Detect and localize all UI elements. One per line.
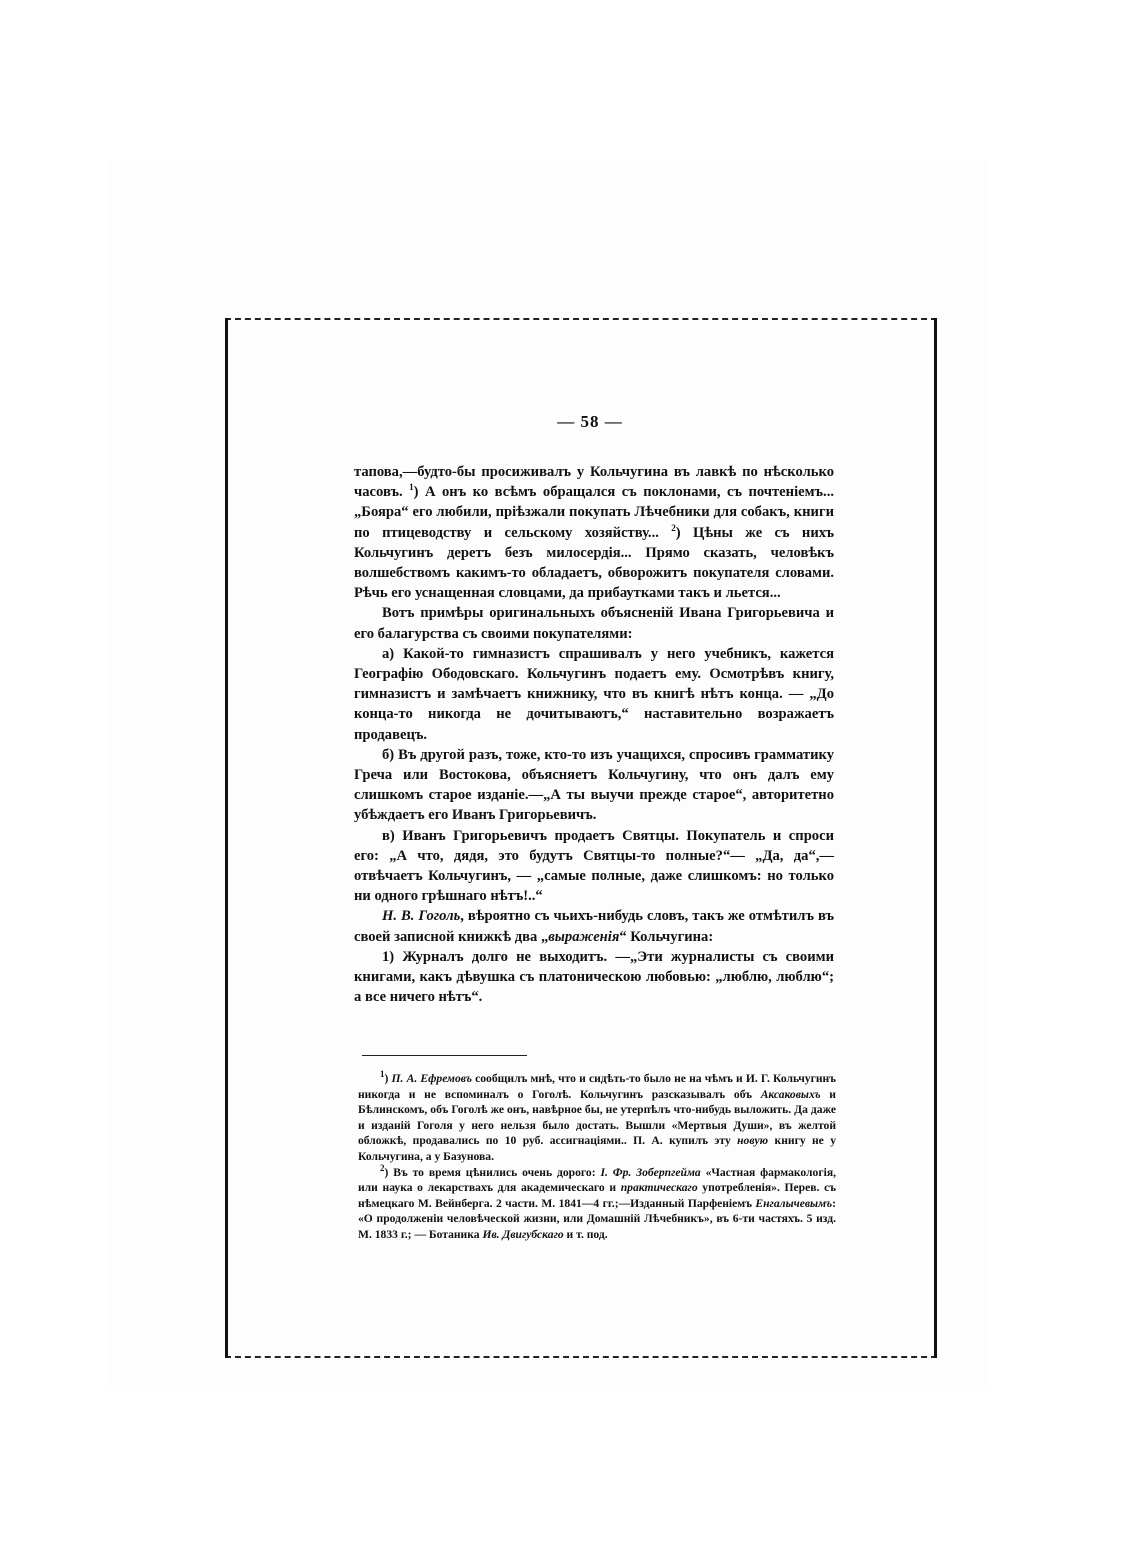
italic-text: Енгалычевымъ: [755, 1196, 833, 1210]
text-run: ) А онъ ко всѣмъ обращался съ поклонами, съ почтеніемъ... „Бояра“ его любили, пріѣзжали покупать Лѣчебники для собакъ, книги по птицеводству и сельскому хозяйству...: [354, 484, 834, 541]
text-run: сообщилъ мнѣ, что и сидѣть-то было не на чѣмъ и И. Г. Кольчугинъ никогда и не вспоминалъ о Гоголѣ. Кольчугинъ разсказывалъ объ: [358, 1072, 836, 1101]
italic-text: І. Фр. Зоберпгейма: [600, 1165, 701, 1179]
text-run: Вотъ примѣры оригинальныхъ объясненій Ивана Григорьевича и его балагурства съ своими покупателями:: [354, 605, 834, 642]
italic-text: выраженія: [548, 928, 620, 945]
text-run: ): [384, 1072, 392, 1085]
text-run: б) Въ другой разъ, тоже, кто-то изъ учащихся, спросивъ грамматику Греча или Востокова, объясняетъ Кольчугину, что онъ далъ ему слишкомъ старое изданіе.—„А ты выучи прежде старое“, авторитетно убѣждаетъ его Иванъ Григорьевичъ.: [354, 746, 834, 824]
main-text: [354, 462, 834, 1007]
text-run: книгу не у Кольчугина, а у Базунова.: [358, 1134, 837, 1163]
footnote-paragraph: [358, 1162, 836, 1243]
text-run: тапова,—будто-бы просиживалъ у Кольчугина въ лавкѣ по нѣсколько часовъ.: [354, 464, 834, 501]
text-run: ) Цѣны же съ нихъ Кольчугинъ деретъ безъ милосердія... Прямо сказать, человѣкъ волшебствомъ какимъ-то обладаетъ, обворожитъ покупателя словами. Рѣчь его уснащенная словцами, да прибаутками такъ и льется...: [354, 524, 834, 602]
text-run: употребленія». Перев. съ нѣмецкаго М. Вейнберга. 2 части. М. 1841—4 гг.;—Изданный Парфеніемъ: [358, 1181, 836, 1210]
italic-text: Аксаковыхъ: [760, 1087, 821, 1101]
body-paragraph: [354, 462, 834, 603]
italic-text: практическаго: [620, 1181, 698, 1195]
footnote-separator: [362, 1055, 527, 1056]
body-paragraph: [354, 947, 834, 1008]
text-run: : «О продолженіи человѣческой жизни, или Домашній Лѣчебникъ», въ 6-ти частяхъ. 5 изд. М. 1833 г.; — Ботаника: [358, 1196, 836, 1241]
border-bottom-line: [225, 1356, 937, 1358]
body-paragraph: [354, 906, 834, 946]
footnote-marker: 1: [409, 482, 414, 493]
text-run: «Частная фармакологія, или наука о лекарствахъ для академическаго и: [358, 1165, 836, 1195]
border-left-line: [225, 318, 228, 1358]
text-run: ) Въ то время цѣнились очень дорого:: [384, 1165, 601, 1179]
text-run: и т. под.: [563, 1227, 608, 1241]
italic-text: Ив. Двигубскаго: [482, 1227, 564, 1241]
footnotes: [358, 1071, 836, 1243]
text-run: а) Какой-то гимназистъ спрашивалъ у него учебникъ, кажется Географію Ободовскаго. Кольчугинъ подаетъ ему. Осмотрѣвъ книгу, гимназистъ и замѣчаетъ книжнику, что въ книгѣ нѣтъ конца. — „До конца-то никогда не дочитываютъ,“ наставительно возражаетъ продавецъ.: [354, 645, 834, 743]
text-run: “ Кольчугина:: [619, 928, 714, 945]
italic-text: Н. В. Гоголь: [382, 908, 461, 925]
footnote-marker: 2: [380, 1162, 385, 1173]
text-run: , вѣроятно съ чьихъ-нибудь словъ, такъ же отмѣтилъ въ своей записной книжкѣ два „: [354, 908, 834, 945]
text-run: 1) Журналъ долго не выходитъ. —„Эти журналисты съ своими книгами, какъ дѣвушка съ платоническою любовью: „люблю, люблю“; а все ничего нѣтъ“.: [354, 948, 834, 1006]
border-right-line: [934, 318, 937, 1358]
text-run: и Бѣлинскомъ, объ Гоголѣ же онъ, навѣрное бы, не утерпѣлъ что-нибудь выложить. Да даже и изданій Гоголя у него нельзя было достать. Вышли «Мертвыя Души», въ желтой обложкѣ, продавались по 10 руб. ассигнаціями.. П. А. купилъ эту: [358, 1087, 836, 1148]
body-paragraph: [354, 603, 834, 643]
footnote-marker: 1: [380, 1069, 385, 1080]
footnote-paragraph: [358, 1071, 836, 1165]
italic-text: П. А. Ефремовъ: [391, 1072, 472, 1085]
body-paragraph: [354, 644, 834, 745]
body-paragraph: [354, 826, 834, 907]
italic-text: новую: [737, 1134, 769, 1148]
page-number: — 58 —: [557, 412, 623, 431]
border-top-line: [225, 318, 937, 320]
footnote-marker: 2: [671, 522, 676, 533]
text-run: в) Иванъ Григорьевичъ продаетъ Святцы. Покупатель и спроси его: „А что, дядя, это будутъ Святцы-то полные?“— „Да, да“,—отвѣчаетъ Кольчугинъ, — „самые полные, даже слишкомъ: но только ни одного грѣшнаго нѣтъ!..“: [354, 827, 834, 905]
body-paragraph: [354, 745, 834, 826]
